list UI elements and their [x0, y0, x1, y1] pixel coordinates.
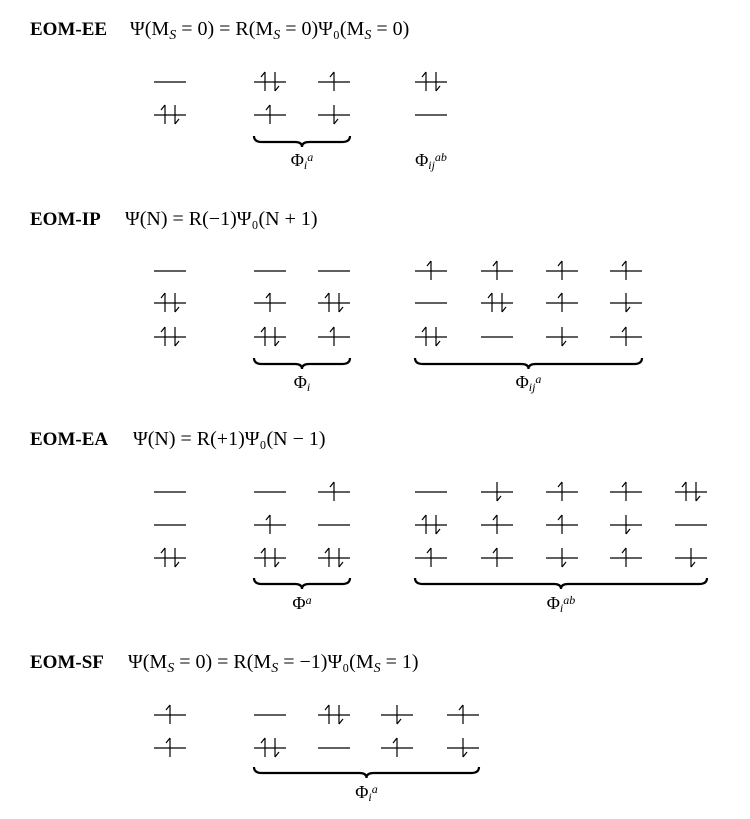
determinant	[381, 705, 413, 757]
config-group	[254, 72, 350, 172]
orbital-level-up	[546, 515, 578, 534]
orbital-level-up	[318, 327, 350, 346]
orbital-level-up	[481, 261, 513, 280]
config-group	[254, 482, 350, 613]
orbital-level-pair	[415, 72, 447, 91]
orbital-level-up	[381, 738, 413, 757]
orbital-level-pair	[254, 327, 286, 346]
section-eom-ip	[30, 208, 642, 394]
config-group	[415, 482, 707, 615]
orbital-level-up	[546, 482, 578, 501]
orbital-level-down	[610, 293, 642, 312]
orbital-level-pair	[254, 548, 286, 567]
config-group	[154, 271, 186, 346]
determinant	[318, 705, 350, 748]
section-title: EOM-SF	[30, 652, 104, 673]
determinant	[254, 72, 286, 124]
orbital-level-pair	[415, 327, 447, 346]
orbital-level-pair	[154, 548, 186, 567]
section-eom-ee	[30, 18, 447, 172]
determinant	[318, 271, 350, 346]
determinant	[415, 261, 447, 346]
wavefunction-formula: Ψ(N) = R(−1)Ψ₀(N + 1)	[125, 208, 318, 230]
orbital-level-pair	[318, 705, 350, 724]
excitation-label: Φi	[293, 372, 311, 395]
excitation-label: Φiab	[546, 592, 576, 616]
determinant	[415, 492, 447, 567]
orbital-level-up	[415, 261, 447, 280]
excitation-label: Φija	[515, 371, 542, 395]
excitation-label: Φia	[290, 149, 314, 173]
orbital-level-up	[610, 327, 642, 346]
brace	[415, 578, 707, 589]
orbital-level-down	[546, 327, 578, 346]
orbital-level-down	[546, 548, 578, 567]
orbital-level-down	[381, 705, 413, 724]
orbital-level-pair	[154, 327, 186, 346]
orbital-level-up	[254, 293, 286, 312]
brace	[254, 767, 479, 778]
orbital-level-up	[254, 105, 286, 124]
determinant	[318, 72, 350, 124]
orbital-level-pair	[415, 515, 447, 534]
orbital-level-up	[447, 705, 479, 724]
orbital-level-pair	[675, 482, 707, 501]
orbital-level-up	[610, 261, 642, 280]
orbital-level-pair	[481, 293, 513, 312]
orbital-level-pair	[318, 293, 350, 312]
brace	[254, 358, 350, 369]
orbital-level-down	[481, 482, 513, 501]
determinant	[610, 482, 642, 567]
brace	[254, 136, 350, 147]
section-eom-ea	[30, 428, 707, 615]
orbital-level-up	[481, 548, 513, 567]
determinant	[154, 271, 186, 346]
excitation-label: Φijab	[415, 149, 447, 173]
wavefunction-formula: Ψ(MS = 0) = R(MS = 0)Ψ₀(MS = 0)	[130, 18, 410, 43]
config-group	[154, 82, 186, 124]
orbital-level-up	[546, 293, 578, 312]
wavefunction-formula: Ψ(N) = R(+1)Ψ₀(N − 1)	[133, 428, 326, 450]
wavefunction-formula: Ψ(MS = 0) = R(MS = −1)Ψ₀(MS = 1)	[128, 651, 419, 676]
config-group	[154, 705, 186, 757]
determinant	[481, 261, 513, 337]
determinant	[415, 72, 447, 115]
orbital-level-pair	[154, 293, 186, 312]
orbital-level-pair	[254, 72, 286, 91]
section-eom-sf	[30, 651, 479, 804]
config-group	[415, 72, 447, 172]
orbital-level-down	[610, 515, 642, 534]
section-title: EOM-IP	[30, 209, 101, 230]
orbital-level-down	[318, 105, 350, 124]
determinant	[254, 271, 286, 346]
config-group	[254, 705, 479, 804]
orbital-level-up	[546, 261, 578, 280]
orbital-level-up	[481, 515, 513, 534]
determinant	[318, 482, 350, 567]
section-title: EOM-EA	[30, 429, 109, 450]
orbital-level-up	[154, 738, 186, 757]
orbital-level-up	[318, 482, 350, 501]
orbital-level-up	[610, 548, 642, 567]
determinant	[481, 482, 513, 567]
excitation-label: Φa	[292, 592, 312, 613]
determinant	[610, 261, 642, 346]
orbital-level-up	[610, 482, 642, 501]
determinant	[546, 261, 578, 346]
determinant	[254, 715, 286, 757]
orbital-level-up	[154, 705, 186, 724]
section-title: EOM-EE	[30, 19, 108, 40]
determinant	[546, 482, 578, 567]
determinant	[447, 705, 479, 757]
orbital-level-pair	[154, 105, 186, 124]
orbital-level-pair	[318, 548, 350, 567]
orbital-level-down	[675, 548, 707, 567]
excitation-label: Φia	[355, 781, 378, 805]
orbital-level-up	[318, 72, 350, 91]
brace	[415, 358, 642, 369]
determinant	[254, 492, 286, 567]
orbital-level-down	[447, 738, 479, 757]
determinant	[154, 82, 186, 124]
brace	[254, 578, 350, 589]
determinant	[675, 482, 707, 567]
determinant	[154, 492, 186, 567]
orbital-level-up	[254, 515, 286, 534]
config-group	[254, 271, 350, 394]
config-group	[154, 492, 186, 567]
orbital-level-up	[415, 548, 447, 567]
config-group	[415, 261, 642, 394]
determinant	[154, 705, 186, 757]
orbital-level-pair	[254, 738, 286, 757]
